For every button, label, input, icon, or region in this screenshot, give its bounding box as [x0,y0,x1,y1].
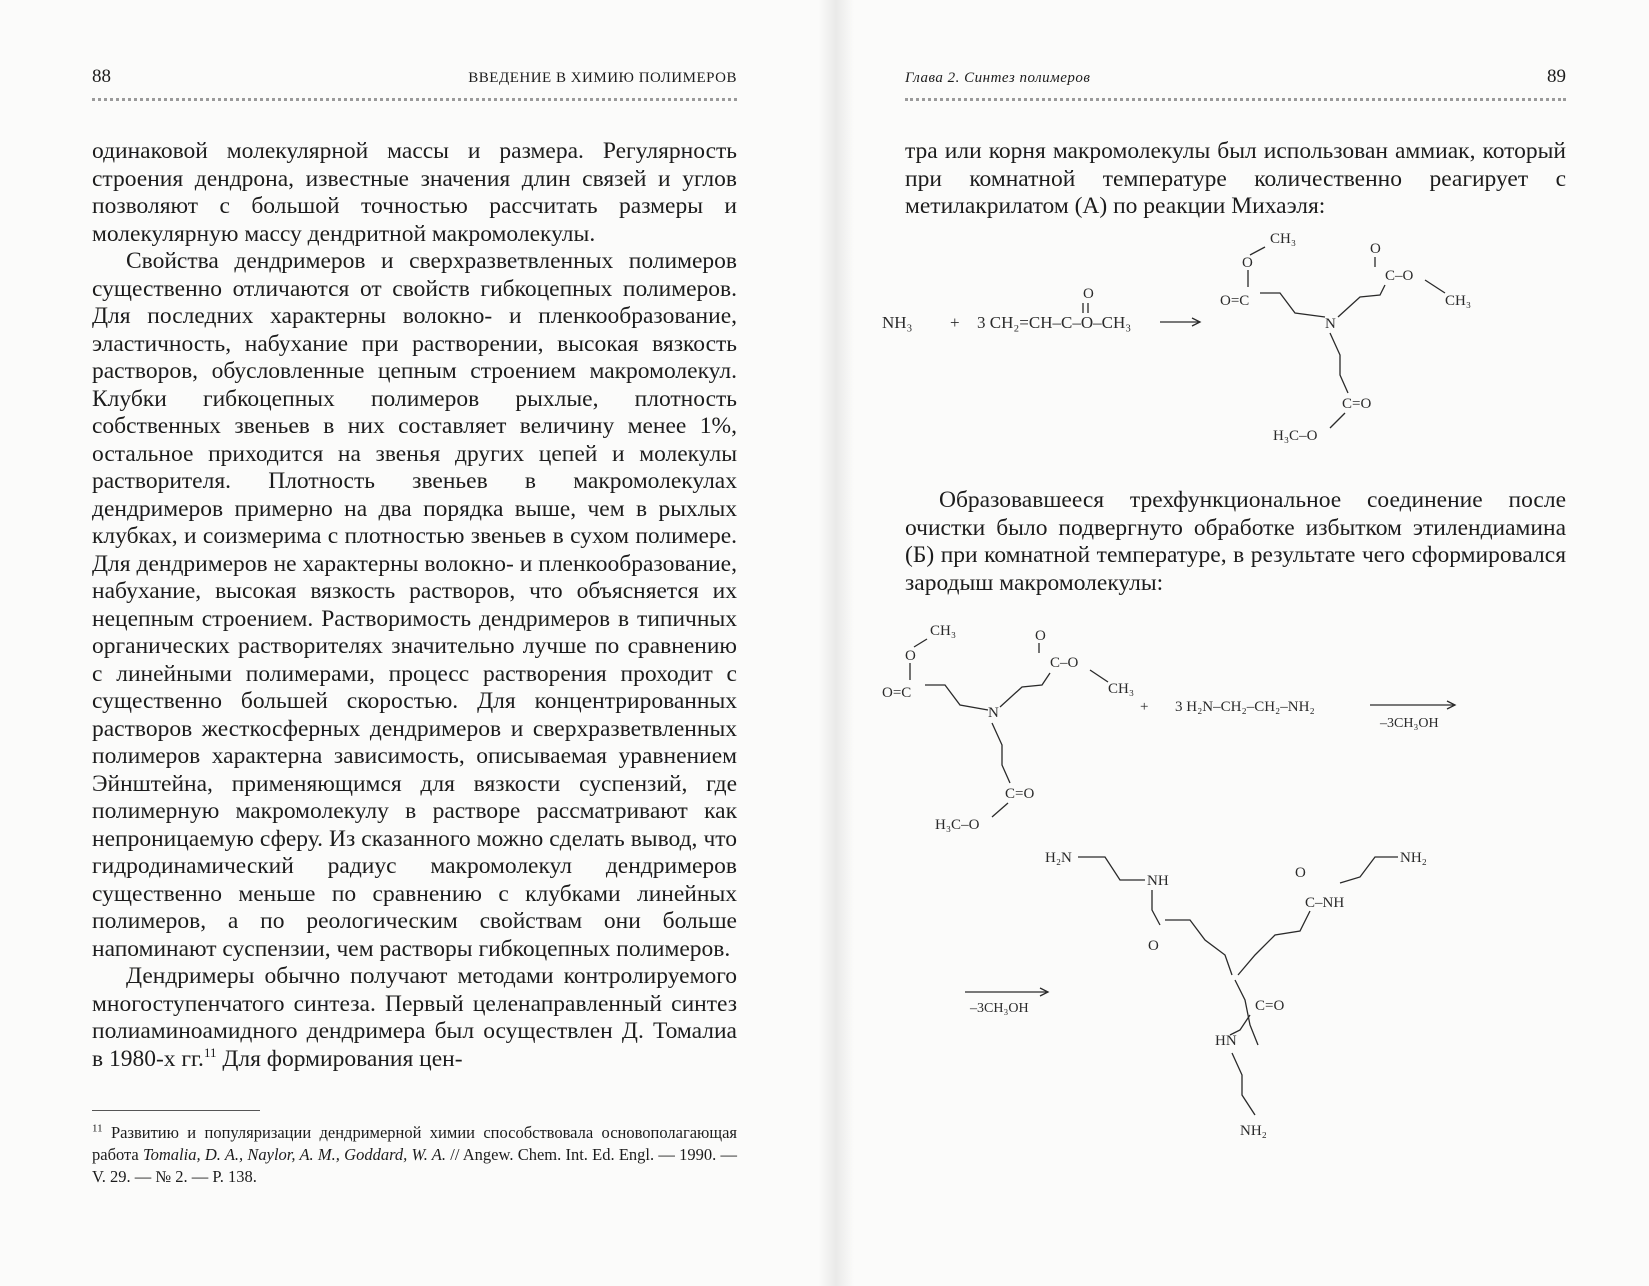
ester-oxygen-label: O [1242,255,1253,271]
bottom-ester-label: H₃C–O [935,817,980,833]
right-carbonyl-oxygen-label: O [1035,628,1046,644]
footnote-citation: // Angew. Chem. Int. Ed. Engl. — 1990. — V. 29. — № 2. — P. 138. [92,1145,737,1186]
terminal-amine-label: NH₂ [1400,850,1427,866]
bottom-nh-label: HN [1215,1033,1237,1049]
bond [1250,247,1265,255]
bond-chain [1238,911,1310,975]
paragraph: Образовавшееся трехфункциональное соединение после очистки было подвергнуто обработке избытком этилендиамина (Б) при комнатной температуре, в результате чего сформировался зародыш макромолекулы: [905,487,1566,596]
bond-chain [1152,890,1160,925]
paragraph: Свойства дендримеров и сверхразветвленных полимеров существенно отличаются от свойств гибкоцепных полимеров. Для последних характерны волокно- и пленкообразование, эластичность, набухание при растворении, высокая вязкость растворов, обусловленные цепным строением макромолекул. Клубки гибкоцепных полимеров рыхлые, плотность собственных звеньев в них составляет величину менее 1%, остальное приходится на звенья других цепей и молекулы растворителя. Плотность звеньев в макромолекулах дендримеров примерно на два порядка выше, чем в рыхлых клубках, и соизмерима с плотностью звеньев в сухом полимере. Для дендримеров не характерны волокно- и пленкообразование, набухание, высокая вязкость растворов, что объясняется их нецепным строением. Растворимость дендримеров в типичных органических растворителях значительно лучше по сравнению с линейными полимерами, процесс растворения проходит с существенно большей скоростью. Для концентрированных растворов жесткосферных дендримеров и сверхразветвленных полимеров характерна зависимость, описываемая уравнением Эйнштейна, применяющимся для вязкости суспензий, где полимерную макромолекулу в растворе рассматривают как непроницаемую сферу. Из сказанного можно сделать вывод, что гидродинамический радиус макромолекул дендримеров существенно меньше по сравнению с клубками линейных полимеров, а по реологическим свойствам они больше напоминают суспензии, чем растворы гибкоцепных полимеров. [92,248,737,962]
amide-nh-label: NH [1147,873,1169,889]
left-carbonyl-label: O=C [882,685,912,701]
gutter-shadow [818,0,854,1286]
right-amide-label: C–NH [1305,895,1345,911]
nitrogen-label: N [1325,316,1336,332]
left-body-text [92,138,737,1073]
paragraph: тра или корня макромолекулы был использован аммиак, который при комнатной температуре количественно реагирует с метилакрилатом (А) по реакции Михаэля: [905,138,1566,219]
right-carbonyl-oxygen-label: O [1370,241,1381,257]
plus-sign: + [950,313,960,332]
nitrogen-label: N [988,705,999,721]
bond [992,803,1008,817]
left-carbonyl-label: O=C [1220,293,1250,309]
right-ester-label: C–O [1385,268,1414,284]
byproduct-label: –3CH₃OH [1380,716,1439,731]
right-ch3-label: CH₃ [1445,293,1472,309]
bond-chain [1260,293,1325,317]
methyl-acrylate-label: 3 CH₂=CH–C–O–CH₃ [977,313,1132,332]
ch3-label: CH₃ [930,623,957,639]
paragraph: одинаковой молекулярной массы и размера. Регулярность строения дендрона, известные значения длин связей и углов позволяют с большой точностью рассчитать размеры и молекулярную массу дендритной макромолекулы. [92,138,737,247]
bond-chain [1330,333,1348,393]
bond-chain [1165,920,1232,975]
right-running-title: Глава 2. Синтез полимеров [905,70,1091,86]
right-amide-oxygen-label: O [1295,865,1306,881]
bond [914,639,927,647]
bond-chain [1338,285,1385,317]
left-running-head [92,62,737,101]
bond [1425,280,1445,293]
ch3-label: CH₃ [1270,231,1297,247]
bottom-ester-label: H₃C–O [1273,428,1318,444]
footnote [92,1122,737,1188]
right-ester-label: C–O [1050,655,1079,671]
right-ch3-label: CH₃ [1108,681,1135,697]
right-page [850,0,1649,1286]
right-body-text-2 [905,487,1566,597]
amine-label: H₂N [1045,850,1072,866]
bottom-terminal-amine-label: NH₂ [1240,1123,1267,1139]
left-page [0,0,820,1286]
byproduct-label-2: –3CH₃OH [970,1001,1029,1016]
left-page-number: 88 [92,66,111,87]
ammonia-label: NH₃ [882,313,913,332]
bond-chain [1000,673,1050,707]
bottom-carbonyl-label: C=O [1005,786,1035,802]
reaction-scheme-1 [870,225,1510,475]
bond [1090,670,1108,682]
footnote-reference[interactable]: 11 [203,1044,217,1060]
footnote-divider [92,1110,260,1111]
bottom-carbonyl-label: C=O [1342,396,1372,412]
bond-chain [925,685,988,710]
carbonyl-oxygen-label: O [1083,286,1094,302]
bond [1330,413,1345,428]
bond-chain [1232,1053,1255,1115]
paragraph-text-tail: Для формирования цен- [216,1045,463,1072]
plus-sign: + [1140,699,1149,715]
footnote-authors: Tomalia, D. A., Naylor, A. M., Goddard, W. A. [142,1145,446,1164]
amide-oxygen-label: O [1148,938,1159,954]
footnote-text: Развитию и популяризации дендримерной химии способствовала основополагающая работа [92,1123,737,1164]
ester-oxygen-label: O [905,648,916,664]
bond-chain [992,723,1010,783]
right-page-number: 89 [1547,66,1566,87]
bond-chain [1340,857,1398,883]
bond-chain [1230,1015,1250,1035]
right-body-text-1 [905,138,1566,221]
ethylenediamine-label: 3 H₂N–CH₂–CH₂–NH₂ [1175,699,1315,715]
reaction-scheme-2 [870,615,1510,1215]
footnote-mark: 11 [92,1122,103,1135]
bond-chain [1078,857,1145,880]
left-running-title: ВВЕДЕНИЕ В ХИМИЮ ПОЛИМЕРОВ [468,70,737,86]
paragraph-text: Дендримеры обычно получают методами контролируемого многоступенчатого синтеза. Первый целенаправленный синтез полиаминоамидного дендримера был осуществлен Д. Томалиа в 1980-х гг. [92,963,737,1072]
bottom-amide-label: C=O [1255,998,1285,1014]
paragraph [92,963,737,1073]
right-running-head [905,62,1566,101]
